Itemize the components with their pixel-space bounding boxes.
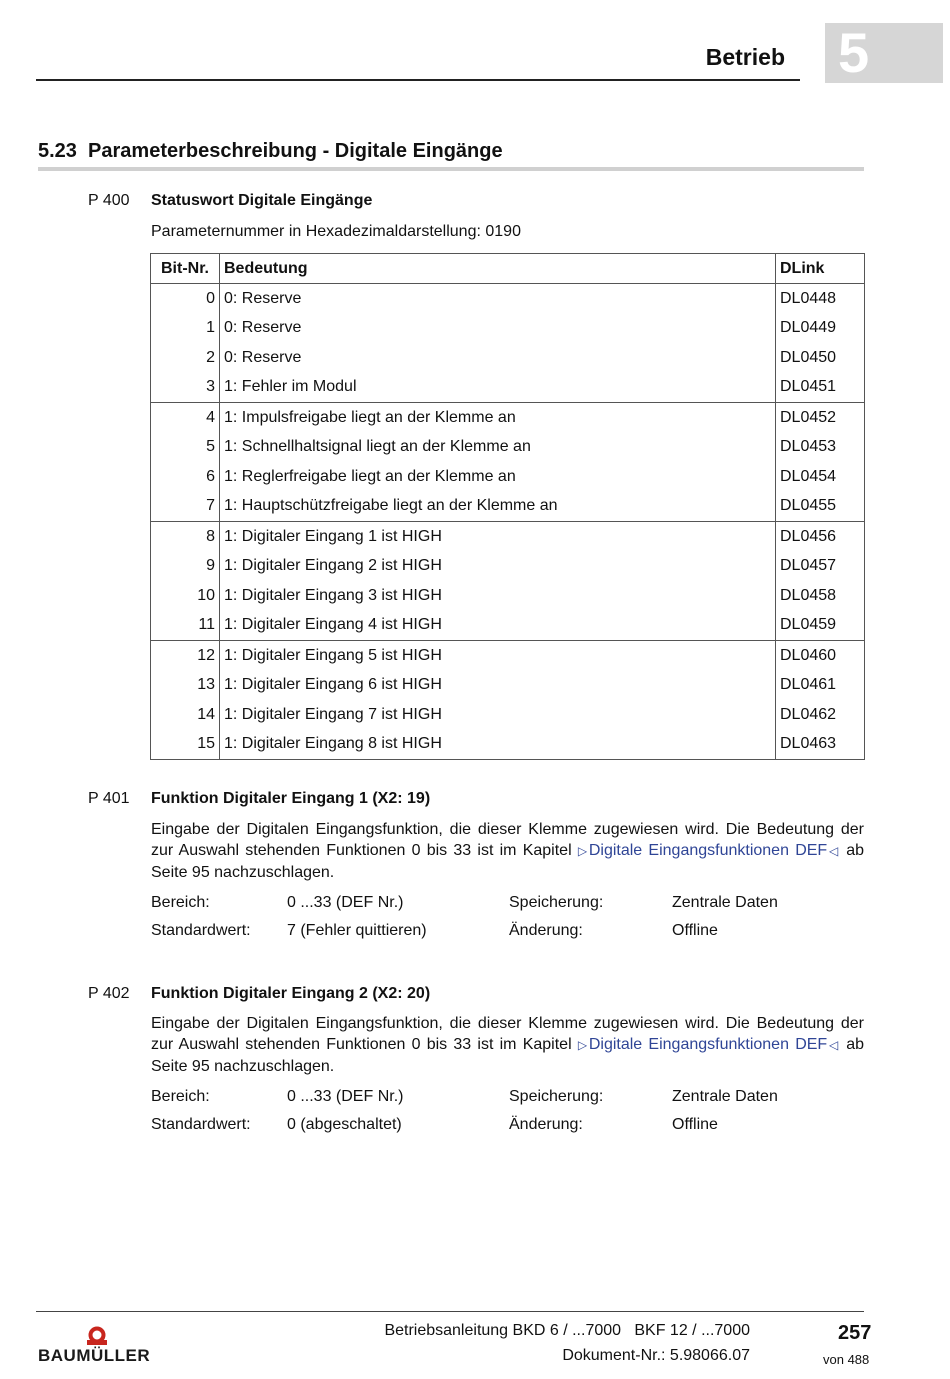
baumueller-logo-text: BAUMÜLLER (38, 1346, 151, 1365)
page-total: von 488 (823, 1352, 870, 1367)
p401-aenderung-label: Änderung: (509, 922, 583, 939)
footer-document-number: Dokument-Nr.: 5.98066.07 (562, 1347, 750, 1364)
link-arrow-left-icon: ◁ (827, 1038, 840, 1052)
table-row (151, 730, 865, 760)
table-cell-bedeutung: 1: Fehler im Modul (220, 373, 776, 403)
table-cell-bit: 6 (151, 462, 220, 492)
table-header-bedeutung: Bedeutung (220, 254, 776, 284)
table-row (151, 433, 865, 463)
table-cell-dlink: DL0459 (776, 611, 865, 641)
p401-aenderung-value: Offline (672, 922, 718, 939)
link-arrow-left-icon: ◁ (827, 844, 840, 858)
p400-table (150, 253, 865, 760)
chapter-number: 5 (838, 21, 870, 84)
table-cell-bit: 2 (151, 343, 220, 373)
p400-title: Statuswort Digitale Eingänge (151, 192, 373, 209)
section-heading: 5.23 Parameterbeschreibung - Digitale Eingänge (38, 140, 503, 162)
table-cell-bit: 15 (151, 730, 220, 760)
table-row (151, 403, 865, 433)
table-cell-dlink: DL0448 (776, 284, 865, 314)
p401-standard-label: Standardwert: (151, 922, 251, 939)
p400-number: P 400 (88, 192, 130, 209)
p402-description (151, 1013, 864, 1077)
p402-title: Funktion Digitaler Eingang 2 (X2: 20) (151, 985, 431, 1002)
table-cell-dlink: DL0450 (776, 343, 865, 373)
p401-speicherung-value: Zentrale Daten (672, 894, 778, 911)
link-arrow-right-icon: ▷ (577, 1038, 589, 1052)
p402-standard-label: Standardwert: (151, 1116, 251, 1133)
page-number: 257 (838, 1322, 872, 1344)
table-cell-bedeutung: 1: Hauptschützfreigabe liegt an der Klemme an (220, 492, 776, 522)
table-cell-bit: 14 (151, 700, 220, 730)
table-row (151, 522, 865, 552)
table-cell-dlink: DL0452 (776, 403, 865, 433)
table-cell-dlink: DL0458 (776, 581, 865, 611)
p401-chapter-link[interactable]: Digitale Eingangsfunktionen DEF (588, 842, 828, 859)
p402-text-after: ab Seite 95 nachzuschlagen. (151, 1036, 864, 1075)
table-cell-dlink: DL0456 (776, 522, 865, 552)
table-cell-bit: 3 (151, 373, 220, 403)
table-row (151, 611, 865, 641)
table-cell-dlink: DL0457 (776, 552, 865, 582)
table-row (151, 492, 865, 522)
table-cell-bedeutung: 1: Digitaler Eingang 6 ist HIGH (220, 671, 776, 701)
table-cell-bedeutung: 0: Reserve (220, 284, 776, 314)
p401-text-before: Eingabe der Digitalen Eingangsfunktion, die dieser Klemme zugewiesen wird. Die Bedeutung der zur Auswahl stehenden Funktionen 0 bis 33 ist im Kapitel (151, 821, 864, 859)
table-cell-bedeutung: 1: Digitaler Eingang 1 ist HIGH (220, 522, 776, 552)
table-cell-dlink: DL0454 (776, 462, 865, 492)
table-cell-bedeutung: 0: Reserve (220, 314, 776, 344)
table-cell-bit: 13 (151, 671, 220, 701)
p402-text-before: Eingabe der Digitalen Eingangsfunktion, die dieser Klemme zugewiesen wird. Die Bedeutung der zur Auswahl stehenden Funktionen 0 bis 33 ist im Kapitel (151, 1015, 864, 1053)
p401-standard-value: 7 (Fehler quittieren) (287, 922, 427, 939)
header-title: Betrieb (705, 44, 785, 70)
table-cell-bit: 9 (151, 552, 220, 582)
header-rule (36, 79, 800, 81)
table-cell-dlink: DL0453 (776, 433, 865, 463)
table-cell-bedeutung: 1: Digitaler Eingang 7 ist HIGH (220, 700, 776, 730)
p401-description (151, 819, 864, 883)
table-row (151, 671, 865, 701)
table-cell-bit: 8 (151, 522, 220, 552)
p401-speicherung-label: Speicherung: (509, 894, 604, 911)
table-cell-dlink: DL0455 (776, 492, 865, 522)
table-cell-bit: 12 (151, 641, 220, 671)
table-cell-bedeutung: 1: Impulsfreigabe liegt an der Klemme an (220, 403, 776, 433)
link-arrow-right-icon: ▷ (577, 844, 589, 858)
p402-speicherung-label: Speicherung: (509, 1088, 604, 1105)
table-row (151, 343, 865, 373)
table-row (151, 314, 865, 344)
table-cell-dlink: DL0461 (776, 671, 865, 701)
table-cell-bit: 4 (151, 403, 220, 433)
table-cell-bit: 1 (151, 314, 220, 344)
table-cell-bit: 10 (151, 581, 220, 611)
table-cell-dlink: DL0451 (776, 373, 865, 403)
p402-aenderung-value: Offline (672, 1116, 718, 1133)
p402-bereich-label: Bereich: (151, 1088, 210, 1105)
p400-hex-line: Parameternummer in Hexadezimaldarstellung: 0190 (151, 223, 521, 240)
table-header-dlink: DLink (776, 254, 865, 284)
table-cell-bedeutung: 1: Digitaler Eingang 3 ist HIGH (220, 581, 776, 611)
p402-speicherung-value: Zentrale Daten (672, 1088, 778, 1105)
table-cell-bedeutung: 1: Digitaler Eingang 5 ist HIGH (220, 641, 776, 671)
table-row (151, 552, 865, 582)
table-cell-bedeutung: 1: Digitaler Eingang 8 ist HIGH (220, 730, 776, 760)
table-row (151, 462, 865, 492)
p402-standard-value: 0 (abgeschaltet) (287, 1116, 402, 1133)
table-header-bit: Bit-Nr. (151, 254, 220, 284)
table-cell-bedeutung: 1: Schnellhaltsignal liegt an der Klemme an (220, 433, 776, 463)
table-row (151, 641, 865, 671)
table-cell-dlink: DL0463 (776, 730, 865, 760)
table-row (151, 581, 865, 611)
section-rule (38, 167, 864, 171)
table-cell-dlink: DL0449 (776, 314, 865, 344)
table-cell-bit: 7 (151, 492, 220, 522)
table-cell-bit: 11 (151, 611, 220, 641)
p401-title: Funktion Digitaler Eingang 1 (X2: 19) (151, 790, 431, 807)
table-cell-bedeutung: 0: Reserve (220, 343, 776, 373)
table-cell-bit: 5 (151, 433, 220, 463)
table-cell-bedeutung: 1: Reglerfreigabe liegt an der Klemme an (220, 462, 776, 492)
table-row (151, 373, 865, 403)
p401-bereich-label: Bereich: (151, 894, 210, 911)
table-cell-bedeutung: 1: Digitaler Eingang 2 ist HIGH (220, 552, 776, 582)
table-cell-dlink: DL0462 (776, 700, 865, 730)
p401-text-after: ab Seite 95 nachzuschlagen. (151, 842, 864, 881)
footer-rule (36, 1311, 864, 1312)
p401-bereich-value: 0 ...33 (DEF Nr.) (287, 894, 404, 911)
p401-number: P 401 (88, 790, 130, 807)
p402-bereich-value: 0 ...33 (DEF Nr.) (287, 1088, 404, 1105)
table-cell-bit: 0 (151, 284, 220, 314)
table-row (151, 700, 865, 730)
baumueller-logo-icon (84, 1326, 110, 1346)
table-cell-dlink: DL0460 (776, 641, 865, 671)
table-cell-bedeutung: 1: Digitaler Eingang 4 ist HIGH (220, 611, 776, 641)
p402-chapter-link[interactable]: Digitale Eingangsfunktionen DEF (588, 1036, 828, 1053)
p402-number: P 402 (88, 985, 130, 1002)
footer-manual-title: Betriebsanleitung BKD 6 / ...7000 BKF 12 / ...7000 (384, 1322, 750, 1339)
p402-aenderung-label: Änderung: (509, 1116, 583, 1133)
table-row (151, 284, 865, 314)
table-header-row (151, 254, 865, 284)
